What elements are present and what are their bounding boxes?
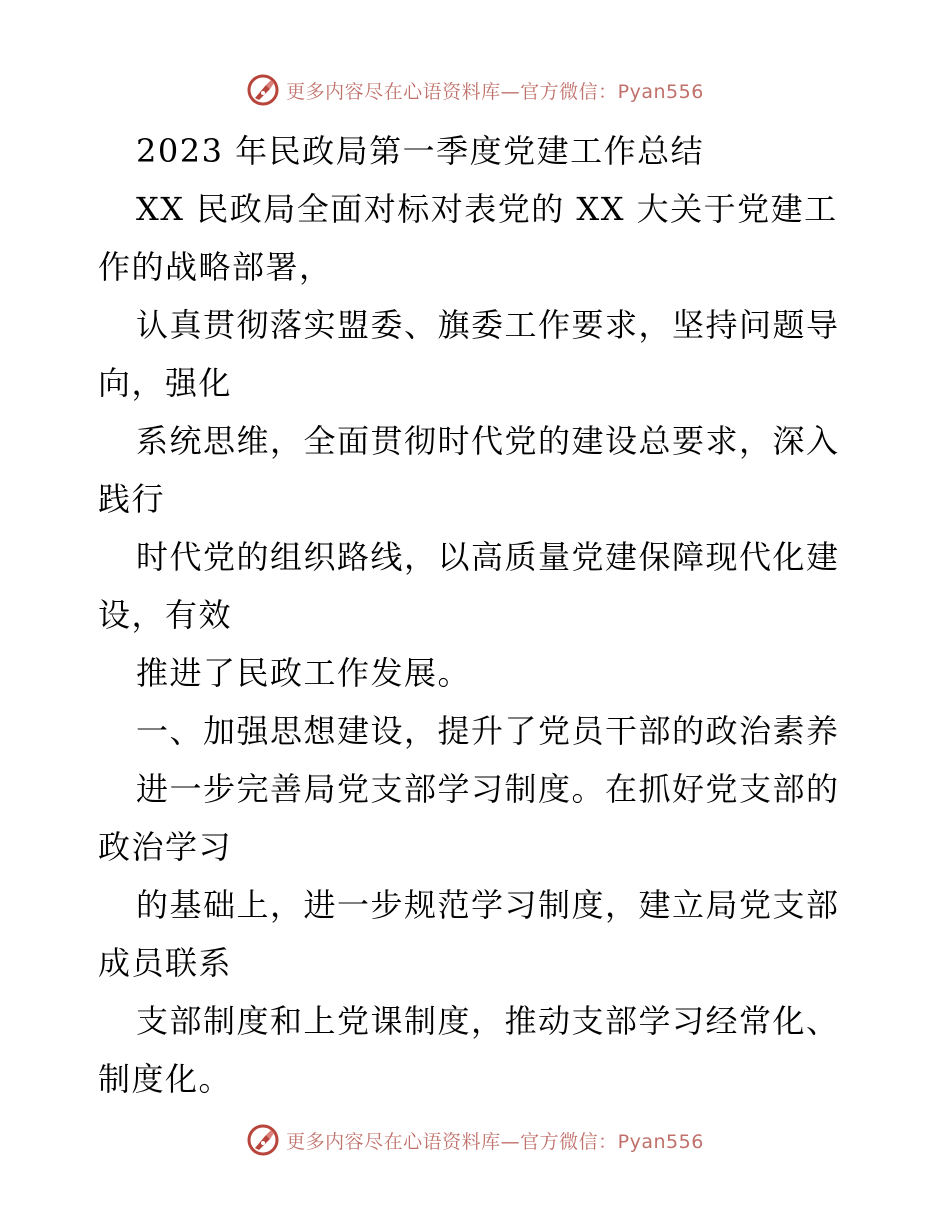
footer-watermark: [0, 1120, 950, 1160]
text-line: 设，有效: [98, 596, 233, 634]
pen-nib-logo-icon: [246, 1123, 280, 1157]
text-line: 制度化。: [98, 1060, 233, 1098]
text-line: 进一步完善局党支部学习制度。在抓好党支部的: [136, 770, 840, 808]
text-line: 认真贯彻落实盟委、旗委工作要求，坚持问题导: [136, 306, 840, 344]
text-line: 成员联系: [98, 944, 233, 982]
document-body: [98, 122, 858, 1108]
text-line: 时代党的组织路线，以高质量党建保障现代化建: [136, 538, 840, 576]
watermark-text: 更多内容尽在心语资料库—官方微信：Pyan556: [286, 80, 704, 103]
text-line: 支部制度和上党课制度，推动支部学习经常化、: [136, 1002, 840, 1040]
text-line: 政治学习: [98, 828, 233, 866]
text-line: 一、加强思想建设，提升了党员干部的政治素养: [136, 712, 840, 750]
watermark-text: 更多内容尽在心语资料库—官方微信：Pyan556: [286, 1130, 704, 1153]
text-line: 的基础上，进一步规范学习制度，建立局党支部: [136, 886, 840, 924]
header-watermark: [0, 70, 950, 110]
document-title: 2023 年民政局第一季度党建工作总结: [136, 132, 705, 170]
text-line: 向，强化: [98, 364, 233, 402]
text-line: 作的战略部署，: [98, 248, 333, 286]
pen-nib-logo-icon: [246, 73, 280, 107]
text-line: 系统思维，全面贯彻时代党的建设总要求，深入: [136, 422, 840, 460]
text-line: 践行: [98, 480, 166, 518]
text-line: XX 民政局全面对标对表党的 XX 大关于党建工: [136, 190, 838, 228]
text-line: 推进了民政工作发展。: [136, 654, 472, 692]
